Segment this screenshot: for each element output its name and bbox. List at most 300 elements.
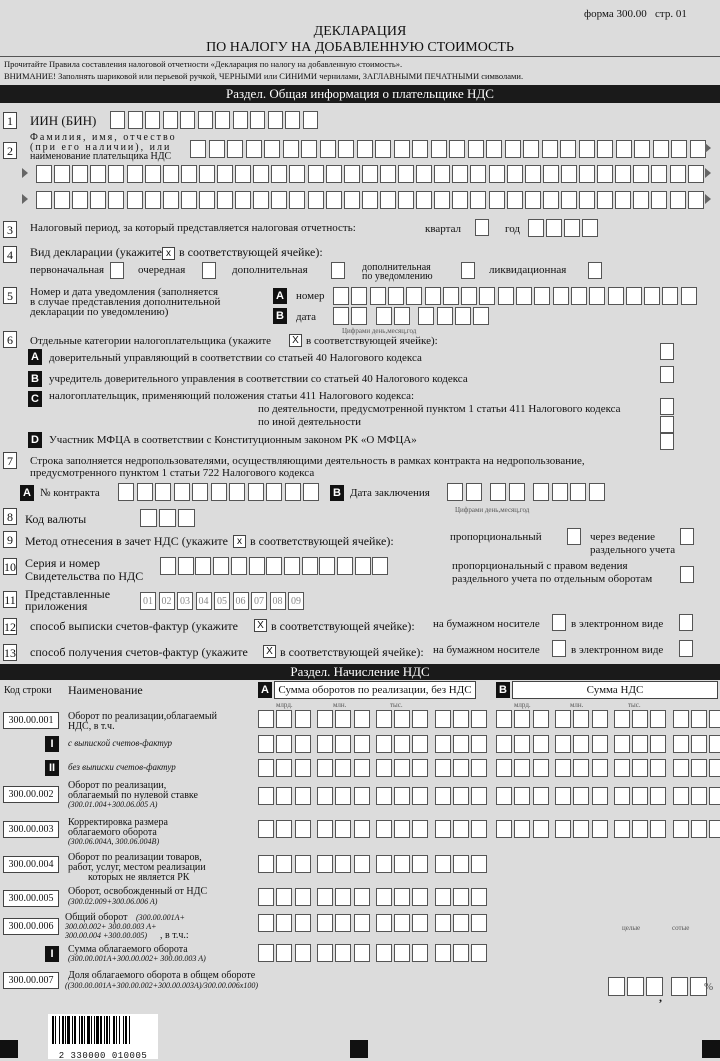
amount-cell[interactable] <box>335 944 351 962</box>
year-cell[interactable] <box>528 219 544 237</box>
notice-date-cell[interactable] <box>333 307 349 325</box>
iin-cell[interactable] <box>250 111 265 129</box>
name-cell[interactable] <box>561 191 577 209</box>
iin-cell[interactable] <box>180 111 195 129</box>
name-cell[interactable] <box>470 165 486 183</box>
notice-number-cell[interactable] <box>626 287 642 305</box>
amount-cell[interactable] <box>555 710 571 728</box>
amount-cell[interactable] <box>354 735 370 753</box>
amount-cell[interactable] <box>435 759 451 777</box>
amount-cell[interactable] <box>435 820 451 838</box>
amount-cell[interactable] <box>573 787 589 805</box>
opt-regular-checkbox[interactable] <box>202 262 216 279</box>
name-cell[interactable] <box>452 191 468 209</box>
amount-cell[interactable] <box>354 855 370 873</box>
amount-cell[interactable] <box>335 787 351 805</box>
receive-paper-checkbox[interactable] <box>552 640 566 657</box>
amount-cell[interactable] <box>376 820 392 838</box>
amount-cell[interactable] <box>394 820 410 838</box>
name-cell[interactable] <box>199 165 215 183</box>
amount-cell[interactable] <box>354 914 370 932</box>
name-cell[interactable] <box>344 165 360 183</box>
certificate-cell[interactable] <box>337 557 353 575</box>
certificate-cell[interactable] <box>302 557 318 575</box>
contract-cell[interactable] <box>155 483 171 501</box>
name-cell[interactable] <box>449 140 465 158</box>
amount-cell[interactable] <box>258 855 274 873</box>
amount-cell[interactable] <box>295 820 311 838</box>
amount-cell[interactable] <box>650 759 666 777</box>
name-cell[interactable] <box>181 165 197 183</box>
iin-cell[interactable] <box>268 111 283 129</box>
name-cell[interactable] <box>651 191 667 209</box>
name-cell[interactable] <box>36 191 52 209</box>
share-cell[interactable] <box>627 977 644 996</box>
amount-cell[interactable] <box>376 888 392 906</box>
opt-liquidation-checkbox[interactable] <box>588 262 602 279</box>
name-cell[interactable] <box>54 165 70 183</box>
amount-cell[interactable] <box>412 888 428 906</box>
name-cell[interactable] <box>209 140 225 158</box>
amount-cell[interactable] <box>650 787 666 805</box>
notice-number-cell[interactable] <box>406 287 422 305</box>
amount-cell[interactable] <box>471 735 487 753</box>
contract-cell[interactable] <box>229 483 245 501</box>
notice-number-cell[interactable] <box>662 287 678 305</box>
appendix-checkbox[interactable]: 01 <box>140 592 156 610</box>
name-cell[interactable] <box>380 191 396 209</box>
amount-cell[interactable] <box>354 759 370 777</box>
contract-cell[interactable] <box>303 483 319 501</box>
amount-cell[interactable] <box>514 735 530 753</box>
name-cell[interactable] <box>597 165 613 183</box>
contract-cell[interactable] <box>211 483 227 501</box>
name-cell[interactable] <box>199 191 215 209</box>
name-cell[interactable] <box>190 140 206 158</box>
certificate-cell[interactable] <box>372 557 388 575</box>
certificate-cell[interactable] <box>160 557 176 575</box>
certificate-cell[interactable] <box>319 557 335 575</box>
amount-cell[interactable] <box>435 944 451 962</box>
amount-cell[interactable] <box>592 759 608 777</box>
amount-cell[interactable] <box>276 787 292 805</box>
notice-number-cell[interactable] <box>443 287 459 305</box>
amount-cell[interactable] <box>276 710 292 728</box>
name-cell[interactable] <box>615 165 631 183</box>
share-cell[interactable] <box>608 977 625 996</box>
amount-cell[interactable] <box>709 735 720 753</box>
name-cell[interactable] <box>235 191 251 209</box>
name-cell[interactable] <box>525 165 541 183</box>
proportional-checkbox[interactable] <box>567 528 581 545</box>
amount-cell[interactable] <box>258 820 274 838</box>
amount-cell[interactable] <box>276 735 292 753</box>
amount-cell[interactable] <box>496 735 512 753</box>
contract-cell[interactable] <box>118 483 134 501</box>
name-cell[interactable] <box>217 165 233 183</box>
name-cell[interactable] <box>108 165 124 183</box>
amount-cell[interactable] <box>335 759 351 777</box>
amount-cell[interactable] <box>614 759 630 777</box>
name-cell[interactable] <box>326 165 342 183</box>
name-cell[interactable] <box>271 191 287 209</box>
amount-cell[interactable] <box>673 735 689 753</box>
amount-cell[interactable] <box>376 944 392 962</box>
name-cell[interactable] <box>561 165 577 183</box>
currency-cell[interactable] <box>178 509 195 527</box>
amount-cell[interactable] <box>412 759 428 777</box>
name-cell[interactable] <box>253 165 269 183</box>
name-cell[interactable] <box>431 140 447 158</box>
name-cell[interactable] <box>416 165 432 183</box>
amount-cell[interactable] <box>335 710 351 728</box>
appendix-checkbox[interactable]: 04 <box>196 592 212 610</box>
appendix-checkbox[interactable]: 06 <box>233 592 249 610</box>
amount-cell[interactable] <box>453 759 469 777</box>
amount-cell[interactable] <box>614 820 630 838</box>
name-cell[interactable] <box>72 191 88 209</box>
amount-cell[interactable] <box>317 787 333 805</box>
amount-cell[interactable] <box>276 944 292 962</box>
amount-cell[interactable] <box>295 710 311 728</box>
name-cell[interactable] <box>227 140 243 158</box>
name-cell[interactable] <box>542 140 558 158</box>
prop-separate-checkbox[interactable] <box>680 566 694 583</box>
amount-cell[interactable] <box>412 855 428 873</box>
amount-cell[interactable] <box>354 944 370 962</box>
amount-cell[interactable] <box>496 820 512 838</box>
certificate-cell[interactable] <box>213 557 229 575</box>
name-cell[interactable] <box>163 191 179 209</box>
name-cell[interactable] <box>653 140 669 158</box>
amount-cell[interactable] <box>276 820 292 838</box>
notice-date-cell[interactable] <box>437 307 453 325</box>
amount-cell[interactable] <box>709 710 720 728</box>
amount-cell[interactable] <box>412 820 428 838</box>
amount-cell[interactable] <box>709 820 720 838</box>
name-cell[interactable] <box>127 191 143 209</box>
amount-cell[interactable] <box>354 820 370 838</box>
name-cell[interactable] <box>505 140 521 158</box>
amount-cell[interactable] <box>691 710 707 728</box>
name-cell[interactable] <box>507 165 523 183</box>
separate-checkbox[interactable] <box>680 528 694 545</box>
amount-cell[interactable] <box>555 735 571 753</box>
amount-cell[interactable] <box>453 787 469 805</box>
amount-cell[interactable] <box>376 914 392 932</box>
name-cell[interactable] <box>597 191 613 209</box>
notice-date-cell[interactable] <box>455 307 471 325</box>
name-cell[interactable] <box>217 191 233 209</box>
name-cell[interactable] <box>264 140 280 158</box>
category-a-checkbox[interactable] <box>660 343 674 360</box>
name-cell[interactable] <box>163 165 179 183</box>
amount-cell[interactable] <box>471 944 487 962</box>
amount-cell[interactable] <box>555 787 571 805</box>
name-cell[interactable] <box>357 140 373 158</box>
iin-cell[interactable] <box>145 111 160 129</box>
appendix-checkbox[interactable]: 03 <box>177 592 193 610</box>
amount-cell[interactable] <box>435 914 451 932</box>
amount-cell[interactable] <box>496 787 512 805</box>
contract-cell[interactable] <box>174 483 190 501</box>
certificate-cell[interactable] <box>178 557 194 575</box>
contract-date-cell[interactable] <box>570 483 586 501</box>
name-cell[interactable] <box>452 165 468 183</box>
amount-cell[interactable] <box>471 787 487 805</box>
amount-cell[interactable] <box>453 914 469 932</box>
certificate-cell[interactable] <box>249 557 265 575</box>
certificate-cell[interactable] <box>284 557 300 575</box>
amount-cell[interactable] <box>471 855 487 873</box>
amount-cell[interactable] <box>533 759 549 777</box>
amount-cell[interactable] <box>691 759 707 777</box>
amount-cell[interactable] <box>435 888 451 906</box>
amount-cell[interactable] <box>496 759 512 777</box>
name-cell[interactable] <box>289 191 305 209</box>
name-cell[interactable] <box>380 165 396 183</box>
contract-cell[interactable] <box>285 483 301 501</box>
amount-cell[interactable] <box>258 944 274 962</box>
contract-date-cell[interactable] <box>552 483 568 501</box>
iin-cell[interactable] <box>233 111 248 129</box>
name-cell[interactable] <box>489 165 505 183</box>
name-cell[interactable] <box>145 165 161 183</box>
appendix-checkbox[interactable]: 02 <box>159 592 175 610</box>
name-cell[interactable] <box>416 191 432 209</box>
name-cell[interactable] <box>375 140 391 158</box>
amount-cell[interactable] <box>592 735 608 753</box>
appendix-checkbox[interactable]: 07 <box>251 592 267 610</box>
name-cell[interactable] <box>271 165 287 183</box>
name-cell[interactable] <box>670 165 686 183</box>
iin-cell[interactable] <box>128 111 143 129</box>
amount-cell[interactable] <box>573 820 589 838</box>
notice-number-cell[interactable] <box>370 287 386 305</box>
amount-cell[interactable] <box>376 855 392 873</box>
name-cell[interactable] <box>398 165 414 183</box>
contract-cell[interactable] <box>266 483 282 501</box>
notice-number-cell[interactable] <box>608 287 624 305</box>
currency-cell[interactable] <box>159 509 176 527</box>
amount-cell[interactable] <box>335 735 351 753</box>
notice-number-cell[interactable] <box>351 287 367 305</box>
notice-date-cell[interactable] <box>376 307 392 325</box>
amount-cell[interactable] <box>691 820 707 838</box>
amount-cell[interactable] <box>258 787 274 805</box>
amount-cell[interactable] <box>573 759 589 777</box>
certificate-cell[interactable] <box>231 557 247 575</box>
iin-cell[interactable] <box>163 111 178 129</box>
name-cell[interactable] <box>634 140 650 158</box>
amount-cell[interactable] <box>592 787 608 805</box>
amount-cell[interactable] <box>317 855 333 873</box>
name-cell[interactable] <box>394 140 410 158</box>
certificate-cell[interactable] <box>266 557 282 575</box>
amount-cell[interactable] <box>258 759 274 777</box>
notice-number-cell[interactable] <box>681 287 697 305</box>
name-cell[interactable] <box>344 191 360 209</box>
name-cell[interactable] <box>633 191 649 209</box>
currency-cell[interactable] <box>140 509 157 527</box>
amount-cell[interactable] <box>335 820 351 838</box>
amount-cell[interactable] <box>317 944 333 962</box>
name-cell[interactable] <box>72 165 88 183</box>
contract-date-cell[interactable] <box>533 483 549 501</box>
amount-cell[interactable] <box>412 787 428 805</box>
year-cell[interactable] <box>564 219 580 237</box>
amount-cell[interactable] <box>354 787 370 805</box>
iin-cell[interactable] <box>198 111 213 129</box>
amount-cell[interactable] <box>453 888 469 906</box>
amount-cell[interactable] <box>632 820 648 838</box>
amount-cell[interactable] <box>453 710 469 728</box>
name-cell[interactable] <box>615 191 631 209</box>
name-cell[interactable] <box>301 140 317 158</box>
name-cell[interactable] <box>90 165 106 183</box>
name-cell[interactable] <box>253 191 269 209</box>
contract-date-cell[interactable] <box>509 483 525 501</box>
name-cell[interactable] <box>434 191 450 209</box>
name-cell[interactable] <box>338 140 354 158</box>
name-cell[interactable] <box>326 191 342 209</box>
notice-date-cell[interactable] <box>418 307 434 325</box>
amount-cell[interactable] <box>394 759 410 777</box>
name-cell[interactable] <box>616 140 632 158</box>
name-cell[interactable] <box>579 191 595 209</box>
amount-cell[interactable] <box>412 944 428 962</box>
amount-cell[interactable] <box>632 710 648 728</box>
amount-cell[interactable] <box>412 710 428 728</box>
amount-cell[interactable] <box>376 735 392 753</box>
notice-number-cell[interactable] <box>388 287 404 305</box>
amount-cell[interactable] <box>691 787 707 805</box>
name-cell[interactable] <box>308 165 324 183</box>
name-cell[interactable] <box>434 165 450 183</box>
amount-cell[interactable] <box>632 759 648 777</box>
opt-notice-checkbox[interactable] <box>461 262 475 279</box>
amount-cell[interactable] <box>258 735 274 753</box>
amount-cell[interactable] <box>435 710 451 728</box>
name-cell[interactable] <box>362 165 378 183</box>
amount-cell[interactable] <box>354 710 370 728</box>
name-cell[interactable] <box>320 140 336 158</box>
notice-number-cell[interactable] <box>498 287 514 305</box>
category-d-checkbox[interactable] <box>660 433 674 450</box>
amount-cell[interactable] <box>471 710 487 728</box>
amount-cell[interactable] <box>555 759 571 777</box>
amount-cell[interactable] <box>317 735 333 753</box>
notice-number-cell[interactable] <box>644 287 660 305</box>
amount-cell[interactable] <box>435 735 451 753</box>
amount-cell[interactable] <box>650 735 666 753</box>
iin-cell[interactable] <box>110 111 125 129</box>
amount-cell[interactable] <box>317 759 333 777</box>
amount-cell[interactable] <box>394 735 410 753</box>
amount-cell[interactable] <box>276 855 292 873</box>
amount-cell[interactable] <box>673 820 689 838</box>
amount-cell[interactable] <box>592 820 608 838</box>
contract-cell[interactable] <box>137 483 153 501</box>
name-cell[interactable] <box>127 165 143 183</box>
iin-cell[interactable] <box>303 111 318 129</box>
amount-cell[interactable] <box>376 787 392 805</box>
amount-cell[interactable] <box>295 735 311 753</box>
notice-number-cell[interactable] <box>553 287 569 305</box>
amount-cell[interactable] <box>453 855 469 873</box>
amount-cell[interactable] <box>673 759 689 777</box>
notice-number-cell[interactable] <box>479 287 495 305</box>
name-cell[interactable] <box>688 165 704 183</box>
name-cell[interactable] <box>523 140 539 158</box>
amount-cell[interactable] <box>533 820 549 838</box>
amount-cell[interactable] <box>335 855 351 873</box>
opt-initial-checkbox[interactable] <box>110 262 124 279</box>
amount-cell[interactable] <box>295 914 311 932</box>
amount-cell[interactable] <box>650 710 666 728</box>
notice-number-cell[interactable] <box>461 287 477 305</box>
name-cell[interactable] <box>468 140 484 158</box>
name-cell[interactable] <box>670 191 686 209</box>
contract-date-cell[interactable] <box>466 483 482 501</box>
amount-cell[interactable] <box>514 820 530 838</box>
amount-cell[interactable] <box>295 759 311 777</box>
amount-cell[interactable] <box>295 855 311 873</box>
iin-cell[interactable] <box>215 111 230 129</box>
amount-cell[interactable] <box>317 820 333 838</box>
quarter-input[interactable] <box>475 219 489 236</box>
amount-cell[interactable] <box>533 710 549 728</box>
amount-cell[interactable] <box>533 735 549 753</box>
amount-cell[interactable] <box>673 787 689 805</box>
amount-cell[interactable] <box>317 914 333 932</box>
amount-cell[interactable] <box>471 820 487 838</box>
amount-cell[interactable] <box>317 888 333 906</box>
amount-cell[interactable] <box>632 735 648 753</box>
amount-cell[interactable] <box>276 759 292 777</box>
amount-cell[interactable] <box>555 820 571 838</box>
amount-cell[interactable] <box>650 820 666 838</box>
name-cell[interactable] <box>597 140 613 158</box>
opt-additional-checkbox[interactable] <box>331 262 345 279</box>
amount-cell[interactable] <box>376 759 392 777</box>
notice-date-cell[interactable] <box>473 307 489 325</box>
receive-electronic-checkbox[interactable] <box>679 640 693 657</box>
contract-date-cell[interactable] <box>447 483 463 501</box>
amount-cell[interactable] <box>632 787 648 805</box>
notice-date-cell[interactable] <box>394 307 410 325</box>
amount-cell[interactable] <box>394 855 410 873</box>
amount-cell[interactable] <box>533 787 549 805</box>
name-cell[interactable] <box>308 191 324 209</box>
amount-cell[interactable] <box>514 787 530 805</box>
name-cell[interactable] <box>651 165 667 183</box>
name-cell[interactable] <box>525 191 541 209</box>
amount-cell[interactable] <box>435 855 451 873</box>
amount-cell[interactable] <box>354 888 370 906</box>
name-cell[interactable] <box>507 191 523 209</box>
iin-cell[interactable] <box>285 111 300 129</box>
amount-cell[interactable] <box>453 820 469 838</box>
amount-cell[interactable] <box>514 759 530 777</box>
amount-cell[interactable] <box>394 710 410 728</box>
notice-date-cell[interactable] <box>351 307 367 325</box>
amount-cell[interactable] <box>614 787 630 805</box>
amount-cell[interactable] <box>592 710 608 728</box>
amount-cell[interactable] <box>295 787 311 805</box>
amount-cell[interactable] <box>435 787 451 805</box>
name-cell[interactable] <box>412 140 428 158</box>
